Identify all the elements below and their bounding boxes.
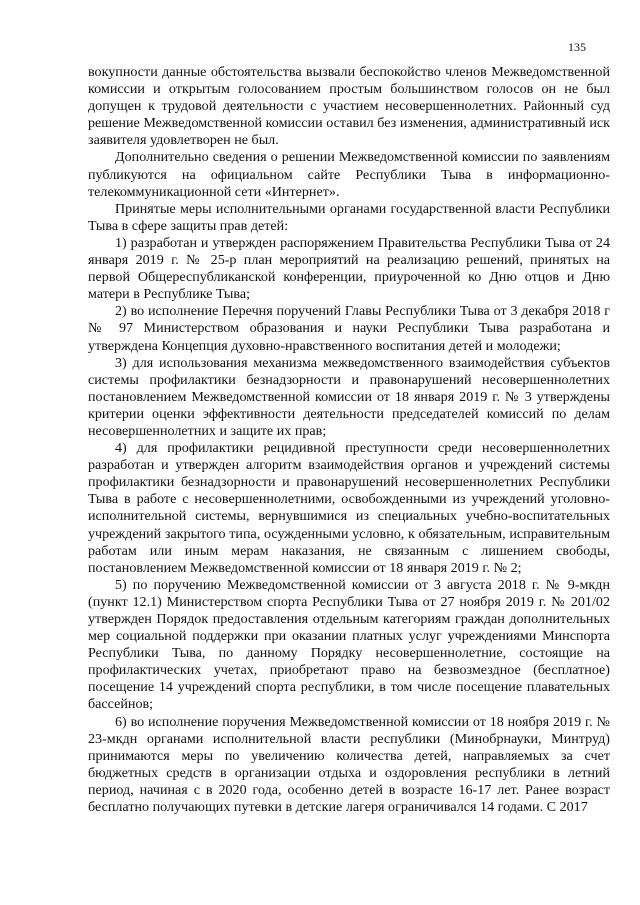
paragraph-measures-intro: Принятые меры исполнительными органами государственной власти Республики Тыва в сфере защиты прав детей:: [88, 200, 610, 234]
list-item-3: 3) для использования механизма межведомственного взаимодействия субъектов системы профилактики безнадзорности и правонарушений несовершеннолетних постановлением Межведомственной комиссии от 18 января 2019 г. № 3 утверждены критерии оценки эффективности деятельности председателей комиссий по делам несовершеннолетних и защите их прав;: [88, 354, 610, 439]
paragraph-publication-info: Дополнительно сведения о решении Межведомственной комиссии по заявлениям публикуются на официальном сайте Республики Тыва в информационно-телекоммуникационной сети «Интернет».: [88, 149, 610, 200]
page-number: 135: [568, 40, 586, 54]
paragraph-continuation: вокупности данные обстоятельства вызвали беспокойство членов Межведомственной комиссии и открытым голосованием простым большинством голосов он не был допущен к трудовой деятельности с участием несовершеннолетних. Районный суд решение Межведомственной комиссии оставил без изменения, административный иск заявителя удовлетворен не был.: [88, 64, 610, 149]
list-item-6: 6) во исполнение поручения Межведомственной комиссии от 18 ноября 2019 г. № 23-мкдн органами исполнительной власти республики (Минобрнауки, Минтруд) принимаются меры по увеличению количества детей, направляемых за счет бюджетных средств в организации отдыха и оздоровления республики в летний период, начиная с в 2020 года, особенно детей в возрасте 16-17 лет. Ранее возраст бесплатно получающих путевки в детские лагеря ограничивался 14 годами. С 2017: [88, 713, 610, 816]
document-body: [88, 64, 610, 816]
list-item-5: 5) по поручению Межведомственной комиссии от 3 августа 2018 г. № 9-мкдн (пункт 12.1) Министерством спорта Республики Тыва от 27 ноября 2019 г. № 201/02 утвержден Порядок предоставления отдельным категориям граждан дополнительных мер социальной поддержки при оказании платных услуг учреждениями Минспорта Республики Тыва, по данному Порядку несовершеннолетние, состоящие на профилактических учетах, приобретают право на безвозмездное (бесплатное) посещение 14 учреждений спорта республики, в том числе посещение плавательных бассейнов;: [88, 576, 610, 713]
list-item-2: 2) во исполнение Перечня поручений Главы Республики Тыва от 3 декабря 2018 г № 97 Министерством образования и науки Республики Тыва разработана и утверждена Концепция духовно-нравственного воспитания детей и молодежи;: [88, 303, 610, 354]
list-item-1: 1) разработан и утвержден распоряжением Правительства Республики Тыва от 24 января 2019 г. № 25-р план мероприятий на реализацию решений, принятых на первой Общереспубликанской конференции, приуроченной ко Дню отцов и Дню матери в Республике Тыва;: [88, 234, 610, 303]
list-item-4: 4) для профилактики рецидивной преступности среди несовершеннолетних разработан и утвержден алгоритм взаимодействия органов и учреждений системы профилактики безнадзорности и правонарушений несовершеннолетних Республики Тыва в работе с несовершеннолетними, освобожденными из учреждений уголовно-исполнительной системы, вернувшимися из специальных учебно-воспитательных учреждений закрытого типа, осужденными условно, к обязательным, исправительным работам или иным мерам наказания, не связанным с лишением свободы, постановлением Межведомственной комиссии от 18 января 2019 г. № 2;: [88, 440, 610, 576]
